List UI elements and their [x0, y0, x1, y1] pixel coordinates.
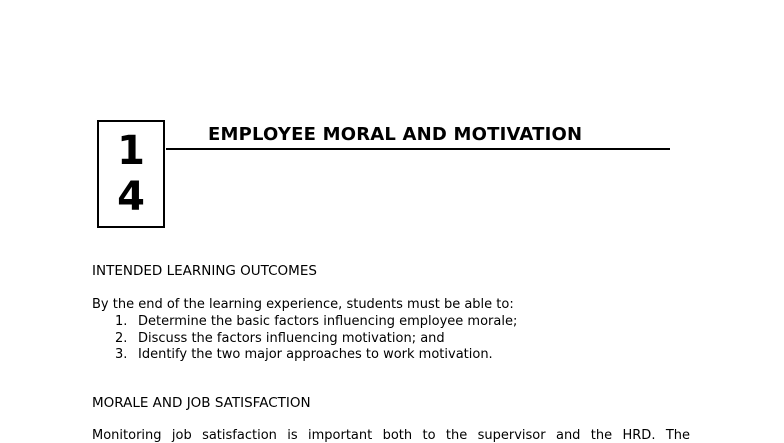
morale-section-heading: MORALE AND JOB SATISFACTION	[92, 395, 311, 411]
list-item-text: Identify the two major approaches to work motivation.	[138, 347, 493, 362]
list-item	[115, 314, 517, 331]
list-item	[115, 347, 517, 364]
chapter-title: EMPLOYEE MORAL AND MOTIVATION	[208, 124, 583, 145]
list-item-number: 1.	[115, 314, 128, 329]
chapter-number-box	[97, 120, 165, 228]
list-item-text: Discuss the factors influencing motivation; and	[138, 330, 445, 346]
chapter-number-digit-2: 4	[117, 174, 145, 220]
list-item	[115, 331, 517, 348]
title-underline-rule	[166, 148, 670, 150]
intended-outcomes-heading: INTENDED LEARNING OUTCOMES	[92, 263, 317, 279]
outcomes-intro-text: By the end of the learning experience, students must be able to:	[92, 297, 514, 312]
outcomes-list	[115, 314, 517, 364]
list-item-number: 2.	[115, 330, 128, 346]
chapter-number-digit-1: 1	[117, 128, 145, 174]
morale-paragraph-first-line: Monitoring job satisfaction is important both to the supervisor and the HRD. The	[92, 428, 690, 443]
list-item-text: Determine the basic factors influencing employee morale;	[138, 314, 518, 329]
list-item-number: 3.	[115, 347, 128, 362]
